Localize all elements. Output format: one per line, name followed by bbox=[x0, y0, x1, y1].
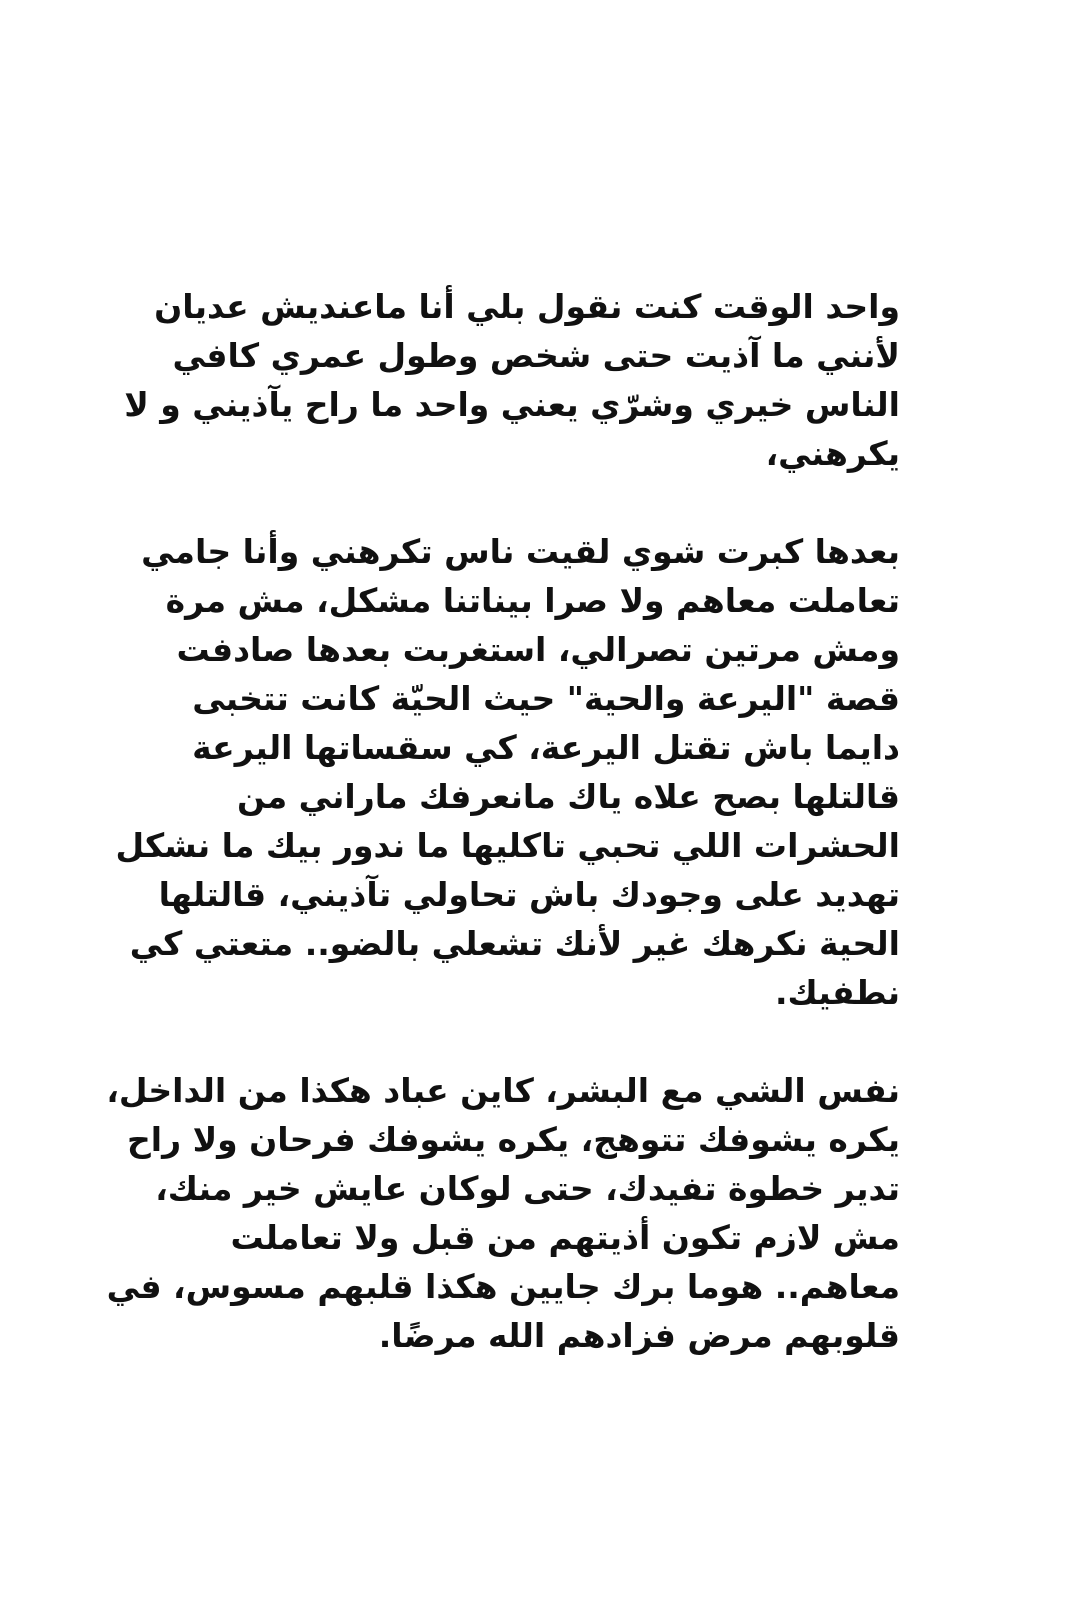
text-line: نفس الشي مع البشر، كاين عباد هكذا من الداخل، bbox=[106, 1071, 900, 1110]
text-line: نطفيك. bbox=[774, 973, 900, 1012]
text-line: ومش مرتين تصرالي، استغربت بعدها صادفت bbox=[176, 630, 900, 669]
text-line: تعاملت معاهم ولا صرا بيناتنا مشكل، مش مرة bbox=[165, 581, 900, 620]
post-text bbox=[106, 282, 900, 1360]
text-line: تهديد على وجودك باش تحاولي تآذيني، قالتلها bbox=[158, 875, 900, 914]
text-line: مش لازم تكون أذيتهم من قبل ولا تعاملت bbox=[230, 1218, 900, 1257]
text-line: بعدها كبرت شوي لقيت ناس تكرهني وأنا جامي bbox=[141, 532, 900, 571]
text-line: الحية نكرهك غير لأنك تشعلي بالضو.. متعتي كي bbox=[129, 924, 900, 963]
text-line: قالتلها بصح علاه ياك مانعرفك ماراني من bbox=[237, 777, 900, 816]
text-line: الناس خيري وشرّي يعني واحد ما راح يآذيني و لا bbox=[124, 385, 900, 424]
paragraph-2 bbox=[115, 527, 900, 1017]
text-line: تدير خطوة تفيدك، حتى لوكان عايش خير منك، bbox=[155, 1169, 900, 1208]
text-line: دايما باش تقتل اليرعة، كي سقساتها اليرعة bbox=[192, 728, 900, 767]
text-line: يكره يشوفك تتوهج، يكره يشوفك فرحان ولا راح bbox=[126, 1120, 900, 1159]
text-line: يكرهني، bbox=[765, 434, 900, 473]
paragraph-1 bbox=[124, 282, 900, 478]
text-line: قلوبهم مرض فزادهم الله مرضًا. bbox=[378, 1316, 900, 1355]
text-line: معاهم.. هوما برك جايين هكذا قلبهم مسوس، في bbox=[106, 1267, 900, 1306]
text-line: قصة "اليرعة والحية" حيث الحيّة كانت تتخبى bbox=[192, 679, 900, 718]
text-line: لأنني ما آذيت حتى شخص وطول عمري كافي bbox=[172, 336, 900, 375]
paragraph-3 bbox=[106, 1066, 900, 1360]
text-line: الحشرات اللي تحبي تاكليها ما ندور بيك ما نشكل bbox=[115, 826, 900, 865]
text-line: واحد الوقت كنت نقول بلي أنا ماعنديش عديان bbox=[154, 287, 900, 326]
